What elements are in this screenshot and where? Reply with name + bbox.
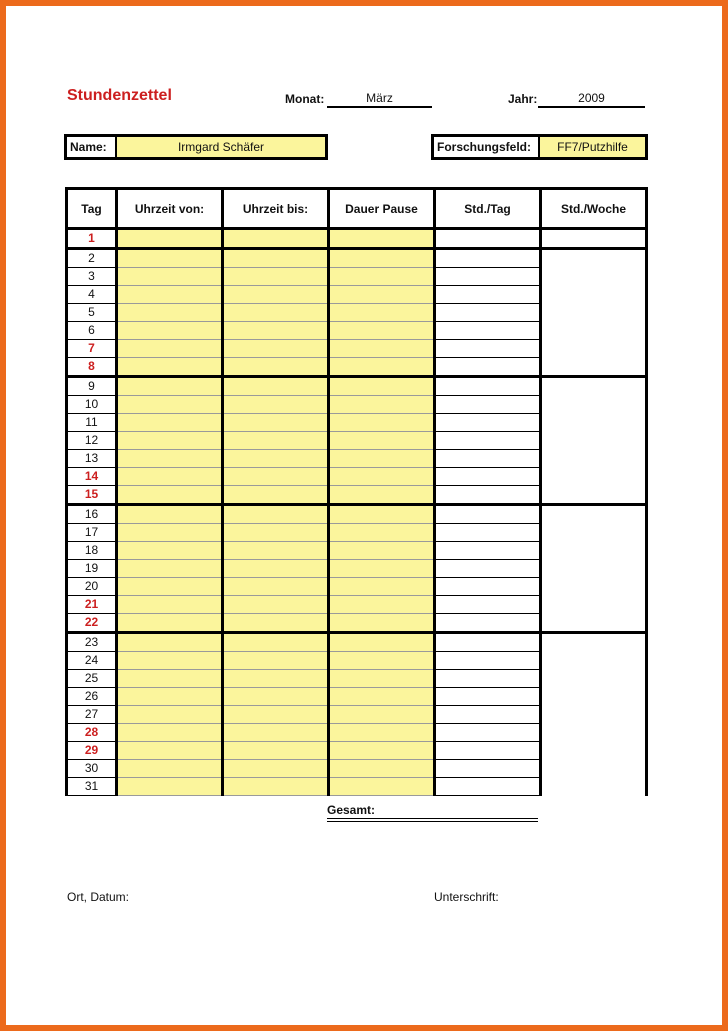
name-label: Name:: [67, 137, 117, 157]
std-tag-cell[interactable]: [435, 633, 541, 652]
uhrzeit-von-cell[interactable]: [117, 377, 223, 396]
dauer-pause-cell[interactable]: [329, 652, 435, 670]
uhrzeit-von-cell[interactable]: [117, 542, 223, 560]
name-field[interactable]: Irmgard Schäfer: [117, 137, 325, 157]
uhrzeit-von-cell[interactable]: [117, 322, 223, 340]
uhrzeit-bis-cell[interactable]: [223, 505, 329, 524]
day-number: 24: [67, 652, 117, 670]
table-row: [67, 229, 647, 249]
monat-field[interactable]: März: [327, 90, 432, 108]
day-number: 12: [67, 432, 117, 450]
dauer-pause-cell[interactable]: [329, 322, 435, 340]
day-number: 10: [67, 396, 117, 414]
std-tag-cell[interactable]: [435, 340, 541, 358]
std-tag-cell[interactable]: [435, 377, 541, 396]
day-number: 17: [67, 524, 117, 542]
day-number: 27: [67, 706, 117, 724]
dauer-pause-cell[interactable]: [329, 505, 435, 524]
uhrzeit-bis-cell[interactable]: [223, 468, 329, 486]
day-number: 20: [67, 578, 117, 596]
uhrzeit-bis-cell[interactable]: [223, 396, 329, 414]
dauer-pause-cell[interactable]: [329, 486, 435, 505]
dauer-pause-cell[interactable]: [329, 633, 435, 652]
std-tag-cell[interactable]: [435, 614, 541, 633]
std-tag-cell[interactable]: [435, 486, 541, 505]
dauer-pause-cell[interactable]: [329, 229, 435, 249]
table-row: [67, 505, 647, 524]
std-tag-cell[interactable]: [435, 742, 541, 760]
uhrzeit-von-cell[interactable]: [117, 524, 223, 542]
uhrzeit-von-cell[interactable]: [117, 560, 223, 578]
std-tag-cell[interactable]: [435, 578, 541, 596]
dauer-pause-cell[interactable]: [329, 304, 435, 322]
uhrzeit-von-cell[interactable]: [117, 670, 223, 688]
dauer-pause-cell[interactable]: [329, 706, 435, 724]
std-tag-cell[interactable]: [435, 286, 541, 304]
forschungsfeld-box: [431, 134, 648, 160]
std-tag-cell[interactable]: [435, 304, 541, 322]
uhrzeit-von-cell[interactable]: [117, 614, 223, 633]
uhrzeit-bis-cell[interactable]: [223, 578, 329, 596]
uhrzeit-von-cell[interactable]: [117, 396, 223, 414]
std-tag-cell[interactable]: [435, 524, 541, 542]
dauer-pause-cell[interactable]: [329, 760, 435, 778]
timesheet-table: [65, 187, 648, 796]
uhrzeit-bis-cell[interactable]: [223, 633, 329, 652]
day-number: 22: [67, 614, 117, 633]
uhrzeit-bis-cell[interactable]: [223, 542, 329, 560]
dauer-pause-cell[interactable]: [329, 396, 435, 414]
std-tag-cell[interactable]: [435, 358, 541, 377]
header-dauer-pause: Dauer Pause: [329, 189, 435, 229]
uhrzeit-bis-cell[interactable]: [223, 524, 329, 542]
header-tag: Tag: [67, 189, 117, 229]
day-number: 21: [67, 596, 117, 614]
uhrzeit-von-cell[interactable]: [117, 286, 223, 304]
dauer-pause-cell[interactable]: [329, 688, 435, 706]
uhrzeit-bis-cell[interactable]: [223, 340, 329, 358]
day-number: 13: [67, 450, 117, 468]
dauer-pause-cell[interactable]: [329, 268, 435, 286]
dauer-pause-cell[interactable]: [329, 578, 435, 596]
uhrzeit-von-cell[interactable]: [117, 304, 223, 322]
day-number: 29: [67, 742, 117, 760]
uhrzeit-von-cell[interactable]: [117, 778, 223, 796]
uhrzeit-bis-cell[interactable]: [223, 670, 329, 688]
uhrzeit-bis-cell[interactable]: [223, 724, 329, 742]
uhrzeit-von-cell[interactable]: [117, 724, 223, 742]
std-woche-cell[interactable]: [541, 633, 647, 796]
dauer-pause-cell[interactable]: [329, 377, 435, 396]
dauer-pause-cell[interactable]: [329, 358, 435, 377]
day-number: 8: [67, 358, 117, 377]
dauer-pause-cell[interactable]: [329, 670, 435, 688]
std-woche-cell[interactable]: [541, 377, 647, 505]
uhrzeit-bis-cell[interactable]: [223, 322, 329, 340]
uhrzeit-bis-cell[interactable]: [223, 432, 329, 450]
std-tag-cell[interactable]: [435, 760, 541, 778]
std-tag-cell[interactable]: [435, 414, 541, 432]
std-tag-cell[interactable]: [435, 268, 541, 286]
uhrzeit-von-cell[interactable]: [117, 486, 223, 505]
day-number: 26: [67, 688, 117, 706]
day-number: 7: [67, 340, 117, 358]
header-std-tag: Std./Tag: [435, 189, 541, 229]
day-number: 11: [67, 414, 117, 432]
dauer-pause-cell[interactable]: [329, 414, 435, 432]
dauer-pause-cell[interactable]: [329, 450, 435, 468]
gesamt-label: Gesamt:: [327, 803, 538, 822]
std-tag-cell[interactable]: [435, 505, 541, 524]
uhrzeit-bis-cell[interactable]: [223, 249, 329, 268]
uhrzeit-von-cell[interactable]: [117, 468, 223, 486]
dauer-pause-cell[interactable]: [329, 614, 435, 633]
std-tag-cell[interactable]: [435, 229, 541, 249]
day-number: 4: [67, 286, 117, 304]
std-tag-cell[interactable]: [435, 688, 541, 706]
day-number: 2: [67, 249, 117, 268]
uhrzeit-von-cell[interactable]: [117, 450, 223, 468]
header-uhrzeit-bis: Uhrzeit bis:: [223, 189, 329, 229]
forschungsfeld-field[interactable]: FF7/Putzhilfe: [540, 137, 645, 157]
uhrzeit-bis-cell[interactable]: [223, 560, 329, 578]
dauer-pause-cell[interactable]: [329, 560, 435, 578]
uhrzeit-von-cell[interactable]: [117, 652, 223, 670]
day-number: 1: [67, 229, 117, 249]
jahr-label: Jahr:: [508, 92, 538, 106]
std-woche-cell[interactable]: [541, 505, 647, 633]
unterschrift-label: Unterschrift:: [434, 890, 499, 904]
std-tag-cell[interactable]: [435, 542, 541, 560]
day-number: 30: [67, 760, 117, 778]
std-tag-cell[interactable]: [435, 322, 541, 340]
monat-label: Monat:: [285, 92, 325, 106]
name-box: [64, 134, 328, 160]
dauer-pause-cell[interactable]: [329, 468, 435, 486]
dauer-pause-cell[interactable]: [329, 249, 435, 268]
timesheet-rows: [67, 229, 647, 796]
std-tag-cell[interactable]: [435, 560, 541, 578]
uhrzeit-bis-cell[interactable]: [223, 414, 329, 432]
day-number: 6: [67, 322, 117, 340]
ort-datum-label: Ort, Datum:: [67, 890, 130, 904]
uhrzeit-bis-cell[interactable]: [223, 450, 329, 468]
uhrzeit-bis-cell[interactable]: [223, 377, 329, 396]
std-woche-cell[interactable]: [541, 249, 647, 377]
uhrzeit-von-cell[interactable]: [117, 268, 223, 286]
day-number: 3: [67, 268, 117, 286]
std-tag-cell[interactable]: [435, 450, 541, 468]
dauer-pause-cell[interactable]: [329, 432, 435, 450]
uhrzeit-bis-cell[interactable]: [223, 614, 329, 633]
std-tag-cell[interactable]: [435, 652, 541, 670]
uhrzeit-von-cell[interactable]: [117, 432, 223, 450]
table-row: [67, 249, 647, 268]
dauer-pause-cell[interactable]: [329, 778, 435, 796]
uhrzeit-von-cell[interactable]: [117, 414, 223, 432]
std-tag-cell[interactable]: [435, 432, 541, 450]
std-tag-cell[interactable]: [435, 724, 541, 742]
dauer-pause-cell[interactable]: [329, 286, 435, 304]
std-tag-cell[interactable]: [435, 706, 541, 724]
jahr-field[interactable]: 2009: [538, 90, 645, 108]
uhrzeit-von-cell[interactable]: [117, 706, 223, 724]
header-uhrzeit-von: Uhrzeit von:: [117, 189, 223, 229]
std-woche-cell[interactable]: [541, 229, 647, 249]
uhrzeit-von-cell[interactable]: [117, 742, 223, 760]
uhrzeit-von-cell[interactable]: [117, 578, 223, 596]
day-number: 15: [67, 486, 117, 505]
std-tag-cell[interactable]: [435, 468, 541, 486]
dauer-pause-cell[interactable]: [329, 596, 435, 614]
uhrzeit-von-cell[interactable]: [117, 688, 223, 706]
uhrzeit-von-cell[interactable]: [117, 760, 223, 778]
uhrzeit-bis-cell[interactable]: [223, 304, 329, 322]
uhrzeit-von-cell[interactable]: [117, 229, 223, 249]
uhrzeit-bis-cell[interactable]: [223, 486, 329, 505]
std-tag-cell[interactable]: [435, 778, 541, 796]
forschungsfeld-label: Forschungsfeld:: [434, 137, 540, 157]
std-tag-cell[interactable]: [435, 596, 541, 614]
table-row: [67, 377, 647, 396]
std-tag-cell[interactable]: [435, 396, 541, 414]
uhrzeit-bis-cell[interactable]: [223, 229, 329, 249]
dauer-pause-cell[interactable]: [329, 724, 435, 742]
day-number: 18: [67, 542, 117, 560]
day-number: 23: [67, 633, 117, 652]
table-row: [67, 633, 647, 652]
day-number: 14: [67, 468, 117, 486]
uhrzeit-bis-cell[interactable]: [223, 358, 329, 377]
uhrzeit-von-cell[interactable]: [117, 596, 223, 614]
uhrzeit-bis-cell[interactable]: [223, 778, 329, 796]
dauer-pause-cell[interactable]: [329, 542, 435, 560]
page-title: Stundenzettel: [67, 87, 172, 104]
uhrzeit-bis-cell[interactable]: [223, 652, 329, 670]
std-tag-cell[interactable]: [435, 670, 541, 688]
std-tag-cell[interactable]: [435, 249, 541, 268]
day-number: 9: [67, 377, 117, 396]
header-std-woche: Std./Woche: [541, 189, 647, 229]
uhrzeit-bis-cell[interactable]: [223, 688, 329, 706]
uhrzeit-von-cell[interactable]: [117, 249, 223, 268]
day-number: 25: [67, 670, 117, 688]
uhrzeit-bis-cell[interactable]: [223, 760, 329, 778]
day-number: 19: [67, 560, 117, 578]
day-number: 28: [67, 724, 117, 742]
day-number: 16: [67, 505, 117, 524]
uhrzeit-von-cell[interactable]: [117, 340, 223, 358]
uhrzeit-bis-cell[interactable]: [223, 268, 329, 286]
dauer-pause-cell[interactable]: [329, 742, 435, 760]
uhrzeit-bis-cell[interactable]: [223, 742, 329, 760]
uhrzeit-von-cell[interactable]: [117, 633, 223, 652]
day-number: 5: [67, 304, 117, 322]
uhrzeit-von-cell[interactable]: [117, 358, 223, 377]
uhrzeit-bis-cell[interactable]: [223, 596, 329, 614]
dauer-pause-cell[interactable]: [329, 340, 435, 358]
day-number: 31: [67, 778, 117, 796]
uhrzeit-von-cell[interactable]: [117, 505, 223, 524]
dauer-pause-cell[interactable]: [329, 524, 435, 542]
uhrzeit-bis-cell[interactable]: [223, 706, 329, 724]
uhrzeit-bis-cell[interactable]: [223, 286, 329, 304]
